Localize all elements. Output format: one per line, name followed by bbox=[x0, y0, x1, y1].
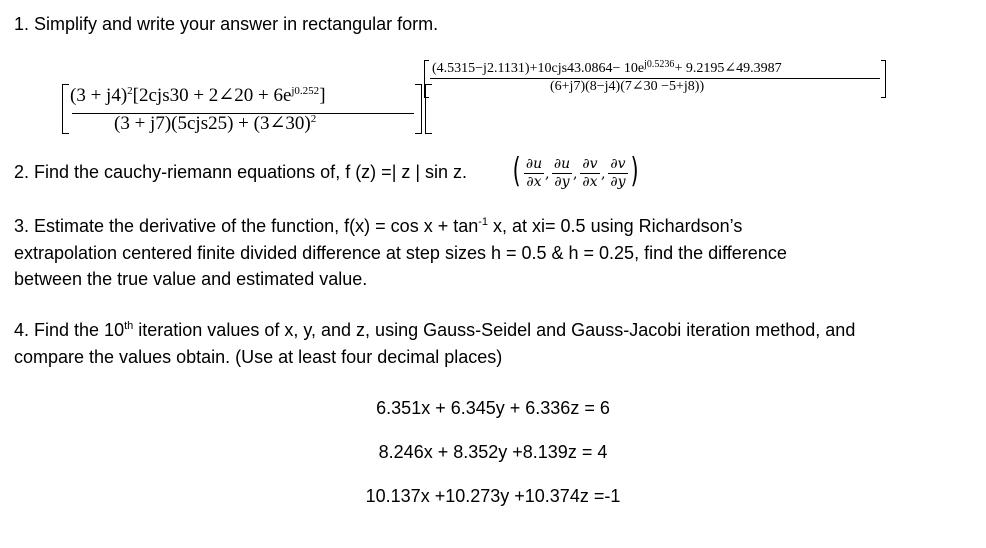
q3-superscript: -1 bbox=[478, 216, 489, 228]
partial-den: ∂y bbox=[608, 173, 628, 191]
separator: , bbox=[601, 166, 606, 182]
numerator-end: ] bbox=[319, 85, 326, 106]
partial-du-dy bbox=[552, 156, 572, 191]
q3-line1-b: x, at xi= 0.5 using Richardson’s bbox=[488, 216, 743, 236]
q1-denominator bbox=[114, 112, 316, 135]
equation-2: 8.246x + 8.352y +8.139z = 4 bbox=[378, 442, 608, 462]
q4-line1-a: 4. Find the 10 bbox=[14, 320, 125, 340]
right-paren: ) bbox=[630, 151, 639, 191]
partial-dv-dy bbox=[608, 156, 628, 191]
right-bracket bbox=[415, 84, 422, 134]
numerator-mid: [2cjs30 + 2∠20 + 6e bbox=[132, 85, 292, 106]
partial-den: ∂x bbox=[580, 173, 600, 191]
question-3-line-3: between the true value and estimated value. bbox=[14, 269, 368, 289]
partial-num: ∂u bbox=[553, 156, 571, 172]
exponent-numerator-power: j0.5236 bbox=[644, 59, 675, 70]
question-3-line-1 bbox=[14, 213, 742, 240]
q1-exponent bbox=[424, 60, 886, 98]
q3-line1-a: 3. Estimate the derivative of the function, f(x) = cos x + tan bbox=[14, 216, 479, 236]
left-paren: ( bbox=[512, 151, 521, 191]
partial-num: ∂u bbox=[525, 156, 543, 172]
exponent-numerator-b: + 9.2195∠49.3987 bbox=[674, 61, 782, 76]
question-1-title: 1. Simplify and write your answer in rectangular form. bbox=[14, 14, 439, 34]
question-3-line-2: extrapolation centered finite divided difference at step sizes h = 0.5 & h = 0.25, find the difference bbox=[14, 243, 787, 263]
partial-du-dx bbox=[524, 156, 544, 191]
exponent-right-bracket bbox=[881, 60, 886, 98]
question-4-line-2: compare the values obtain. (Use at least four decimal places) bbox=[14, 347, 503, 367]
numerator-square: 2 bbox=[127, 85, 133, 97]
partial-dv-dx bbox=[580, 156, 600, 191]
q1-expression bbox=[62, 84, 422, 136]
exponent-left-bracket bbox=[424, 60, 429, 98]
partial-num: ∂v bbox=[610, 156, 626, 172]
exponent-numerator-a: (4.5315−j2.1131)+10cjs43.0864− 10e bbox=[432, 61, 645, 76]
equation-3: 10.137x +10.273y +10.374z =-1 bbox=[365, 486, 621, 506]
separator: , bbox=[573, 166, 578, 182]
left-bracket bbox=[62, 84, 69, 134]
numerator-main: (3 + j4) bbox=[70, 85, 128, 106]
partial-den: ∂x bbox=[524, 173, 544, 191]
question-2: 2. Find the cauchy-riemann equations of, f (z) =| z | sin z. bbox=[14, 162, 468, 182]
exponent-numerator bbox=[432, 60, 782, 77]
partial-num: ∂v bbox=[582, 156, 598, 172]
denominator-square: 2 bbox=[310, 113, 317, 125]
partial-den: ∂y bbox=[552, 173, 572, 191]
exponent-denominator: (6+j7)(8−j4)(7∠30 −5+j8)) bbox=[550, 79, 705, 94]
q4-line1-b: iteration values of x, y, and z, using Gauss-Seidel and Gauss-Jacobi iteration method, and bbox=[133, 320, 856, 340]
denominator-main: (3 + j7)(5cjs25) + (3∠30) bbox=[114, 113, 311, 134]
numerator-exponent: j0.252 bbox=[291, 85, 320, 97]
equation-1: 6.351x + 6.345y + 6.336z = 6 bbox=[376, 398, 610, 418]
separator: , bbox=[545, 166, 550, 182]
q1-numerator bbox=[70, 84, 326, 107]
q4-superscript: th bbox=[124, 320, 134, 332]
question-4-line-1 bbox=[14, 317, 855, 344]
